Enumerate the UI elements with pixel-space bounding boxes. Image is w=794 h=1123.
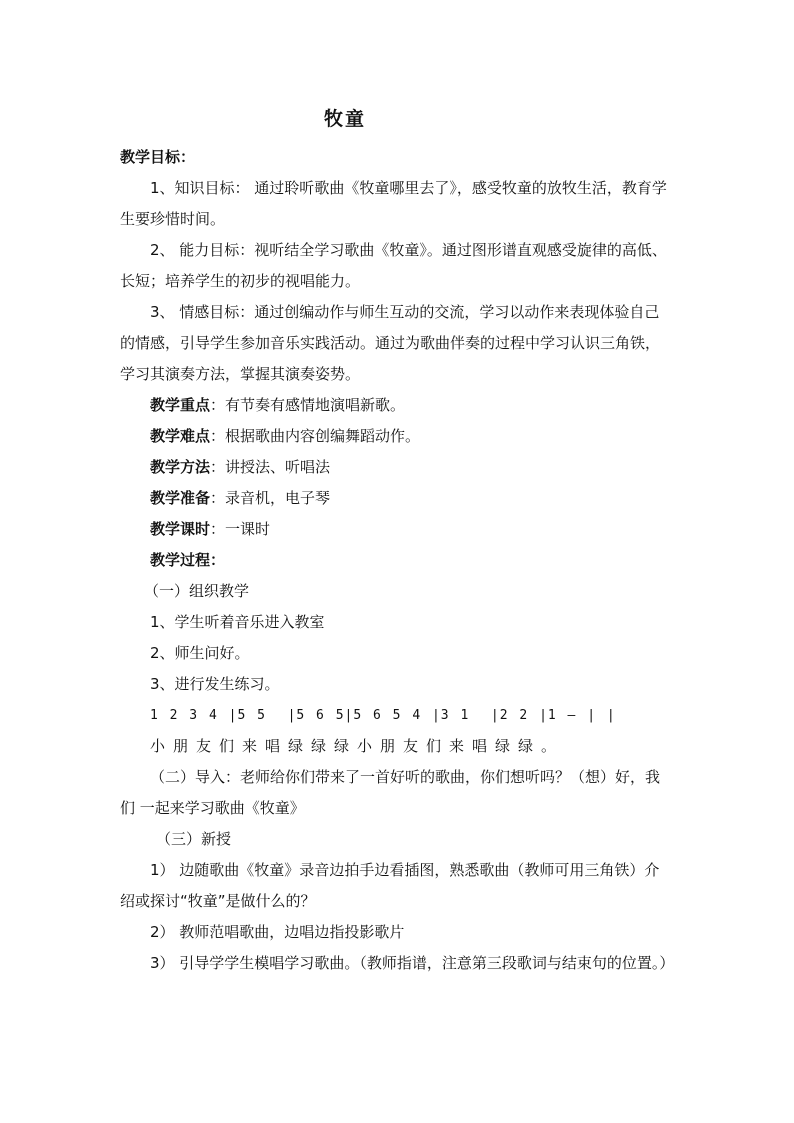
difficulty-value: ：根据歌曲内容创编舞蹈动作。 — [210, 427, 421, 445]
process-heading: 教学过程： — [150, 551, 226, 569]
preparation-line — [120, 483, 674, 514]
new-lesson-step-1: 1） 边随歌曲《牧童》录音边拍手边看插图，熟悉歌曲（教师可用三角铁）介绍或探讨“牧童”是做什么的？ — [120, 861, 660, 910]
new-lesson-step-3: 3） 引导学学生模唱学习歌曲。（教师指谱，注意第三段歌词与结束句的位置。） — [150, 954, 675, 972]
music-notation: 1 2 3 4 |5 5 |5 6 5|5 6 5 4 |3 1 |2 2 |1 — | | — [150, 708, 616, 723]
objectives-heading: 教学目标： — [120, 148, 196, 166]
objective-ability: 2、 能力目标：视听结全学习歌曲《牧童》。通过图形谱直观感受旋律的高低、长短；培养学生的初步的视唱能力。 — [120, 241, 667, 290]
step-greeting: 2、师生问好。 — [150, 644, 250, 662]
document-title: 牧童 — [323, 108, 366, 130]
new-lesson-step-2: 2） 教师范唱歌曲，边唱边指投影歌片 — [150, 923, 405, 941]
class-hours-value: ：一课时 — [210, 520, 271, 538]
key-point-value: ：有节奏有感情地演唱新歌。 — [210, 396, 406, 414]
document-body — [120, 142, 674, 979]
key-point-label: 教学重点 — [150, 396, 211, 414]
objective-emotion: 3、 情感目标：通过创编动作与师生互动的交流，学习以动作来表现体验自己的情感，引导学生参加音乐实践活动。通过为歌曲伴奏的过程中学习认识三角铁，学习其演奏方法，掌握其演奏姿势。 — [120, 303, 661, 383]
section-new-lesson: （三）新授 — [156, 830, 232, 848]
section-organize: （一）组织教学 — [144, 582, 250, 600]
preparation-label: 教学准备 — [150, 489, 211, 507]
method-label: 教学方法 — [150, 458, 211, 476]
step-vocal-practice: 3、进行发生练习。 — [150, 675, 280, 693]
section-introduction: （二）导入：老师给你们带来了一首好听的歌曲，你们想听吗？（想）好，我们 一起来学习歌曲《牧童》 — [120, 768, 661, 817]
preparation-value: ：录音机，电子琴 — [210, 489, 331, 507]
class-hours-line — [120, 514, 674, 545]
practice-lyrics: 小朋友们来唱绿绿绿小朋友们来唱绿绿。 — [150, 737, 565, 755]
method-value: ：讲授法、听唱法 — [210, 458, 331, 476]
objective-knowledge: 1、知识目标： 通过聆听歌曲《牧童哪里去了》，感受牧童的放牧生活，教育学生要珍惜时间。 — [120, 179, 667, 228]
step-enter-classroom: 1、学生听着音乐进入教室 — [150, 613, 325, 631]
method-line — [120, 452, 674, 483]
key-point-line — [120, 390, 674, 421]
difficulty-line — [120, 421, 674, 452]
difficulty-label: 教学难点 — [150, 427, 211, 445]
class-hours-label: 教学课时 — [150, 520, 211, 538]
